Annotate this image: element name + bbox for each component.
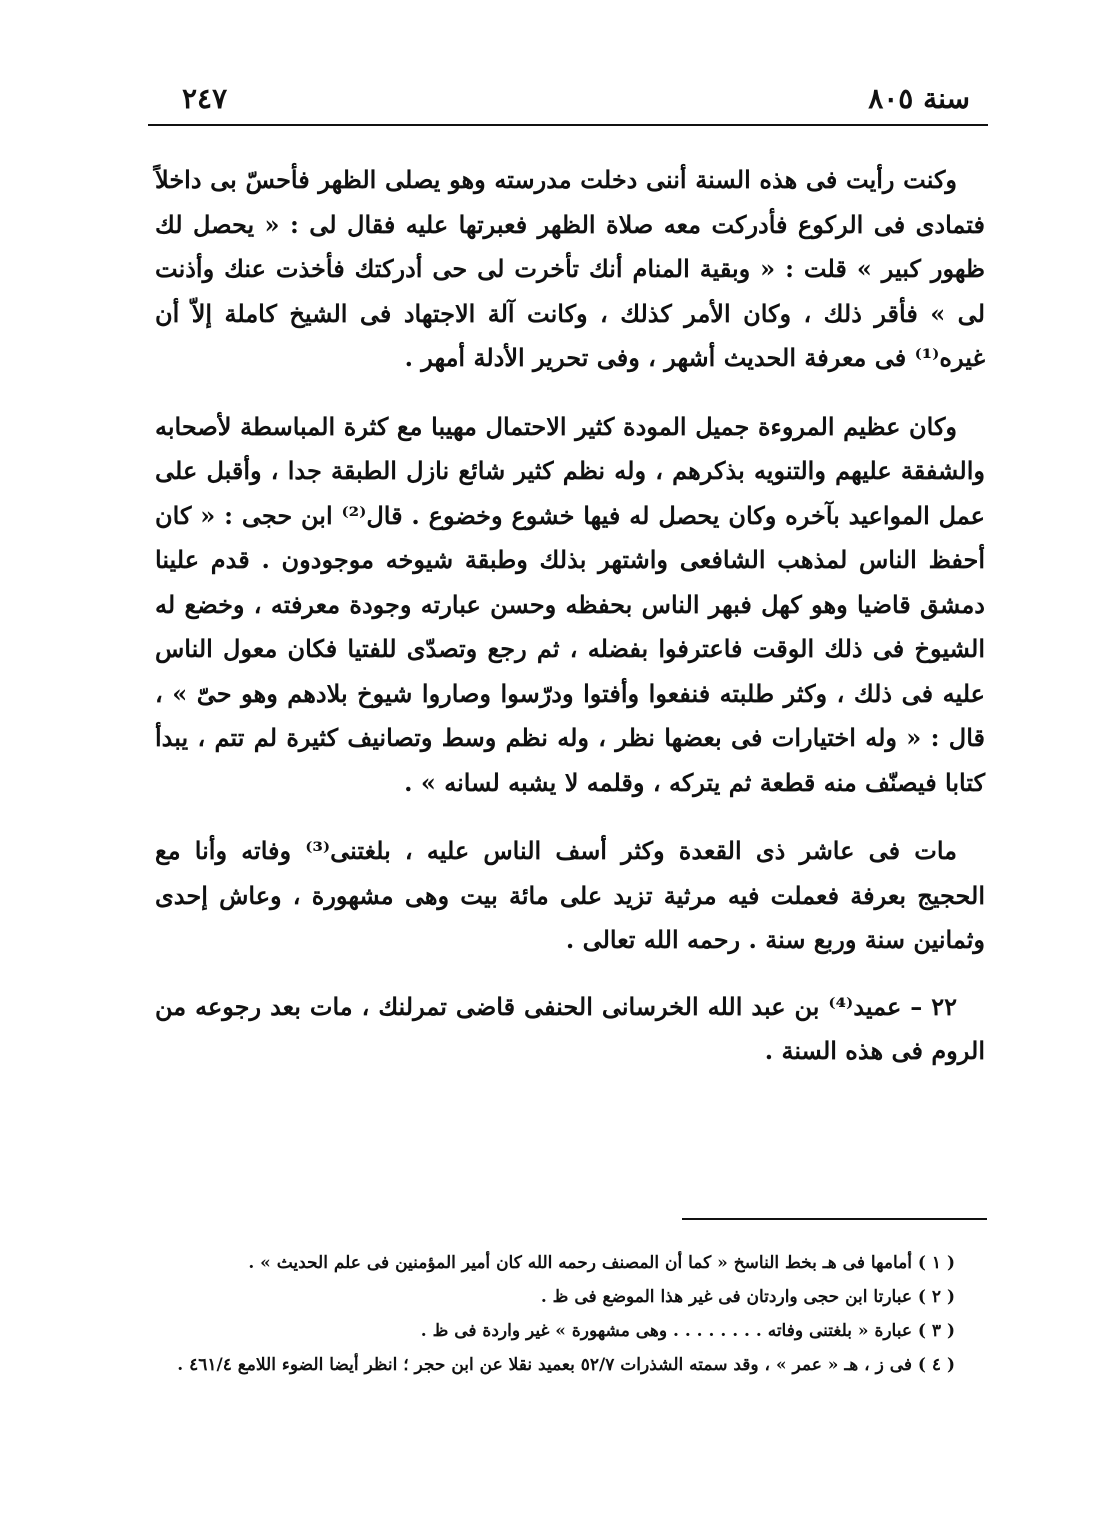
footnote-3: ( ٣ ) عبارة « بلغتنى وفاته . . . . . . . . وهى مشهورة » غير واردة فى ظ .	[420, 1321, 955, 1341]
footnote-4: ( ٤ ) فى ز ، هـ « عمر » ، وقد سمته الشذرات ٥٢/٧ بعميد نقلا عن ابن حجر ؛ انظر أيضا الضوء اللامع ٤٦١/٤ .	[177, 1355, 955, 1375]
paragraph-death: مات فى عاشر ذى القعدة وكثر أسف الناس عليه ، بلغتنى⁽³⁾ وفاته وأنا مع الحجيج بعرفة فعملت فيه مرثية تزيد على مائة بيت وهى مشهورة ، وعاش إحدى وثمانين سنة وربع سنة . رحمه الله تعالى .	[155, 836, 985, 954]
footnotes	[155, 1246, 955, 1382]
main-text	[155, 158, 985, 1074]
running-title: سنة ٨٠٥	[868, 82, 970, 115]
footnote-divider	[682, 1218, 987, 1220]
paragraph-dream: وكنت رأيت فى هذه السنة أننى دخلت مدرسته وهو يصلى الظهر فأحسّ بى داخلاً فتمادى فى الركوع فأدركت معه صلاة الظهر فعبرتها عليه فقال لى : « يحصل لك ظهور كبير » قلت : « وبقية المنام أنك تأخرت لى حى أدركتك فأخذت عنك وأذنت لى » فأقر ذلك ، وكان الأمر كذلك ، وكانت آلة الاجتهاد فى الشيخ كاملة إلاّ أن غيره⁽¹⁾ فى معرفة الحديث أشهر ، وفى تحرير الأدلة أمهر .	[155, 165, 985, 372]
page-header	[148, 78, 988, 126]
footnote-2: ( ٢ ) عبارتا ابن حجى واردتان فى غير هذا الموضع فى ظ .	[540, 1287, 955, 1307]
paragraph-entry-22: ٢٢ – عميد⁽⁴⁾ بن عبد الله الخرسانى الحنفى قاضى تمرلنك ، مات بعد رجوعه من الروم فى هذه السنة .	[155, 991, 985, 1065]
footnote-1: ( ١ ) أمامها فى هـ بخط الناسخ « كما أن المصنف رحمه الله كان أمير المؤمنين فى علم الحديث » .	[248, 1253, 955, 1273]
page-number: ٢٤٧	[182, 82, 228, 115]
paragraph-character: وكان عظيم المروءة جميل المودة كثير الاحتمال مهيبا مع كثرة المباسطة لأصحابه والشفقة عليهم والتنويه بذكرهم ، وله نظم كثير شائع نازل الطبقة جدا ، وأقبل على عمل المواعيد بآخره وكان يحصل له فيها خشوع وخضوع . قال⁽²⁾ ابن حجى : « كان أحفظ الناس لمذهب الشافعى واشتهر بذلك وطبقة شيوخه موجودون . قدم علينا دمشق قاضيا وهو كهل فبهر الناس بحفظه وحسن عبارته وجودة معرفته ، وخضع له الشيوخ فى ذلك الوقت فاعترفوا بفضله ، ثم رجع وتصدّى للفتيا فكان معول الناس عليه فى ذلك ، وكثر طلبته فنفعوا وأفتوا ودرّسوا وصاروا شيوخ بلادهم وهو حىّ » ، قال : « وله اختيارات فى بعضها نظر ، وله نظم وسط وتصانيف كثيرة لم تتم ، يبدأ كتابا فيصنّف منه قطعة ثم يتركه ، وقلمه لا يشبه لسانه » .	[155, 411, 985, 797]
